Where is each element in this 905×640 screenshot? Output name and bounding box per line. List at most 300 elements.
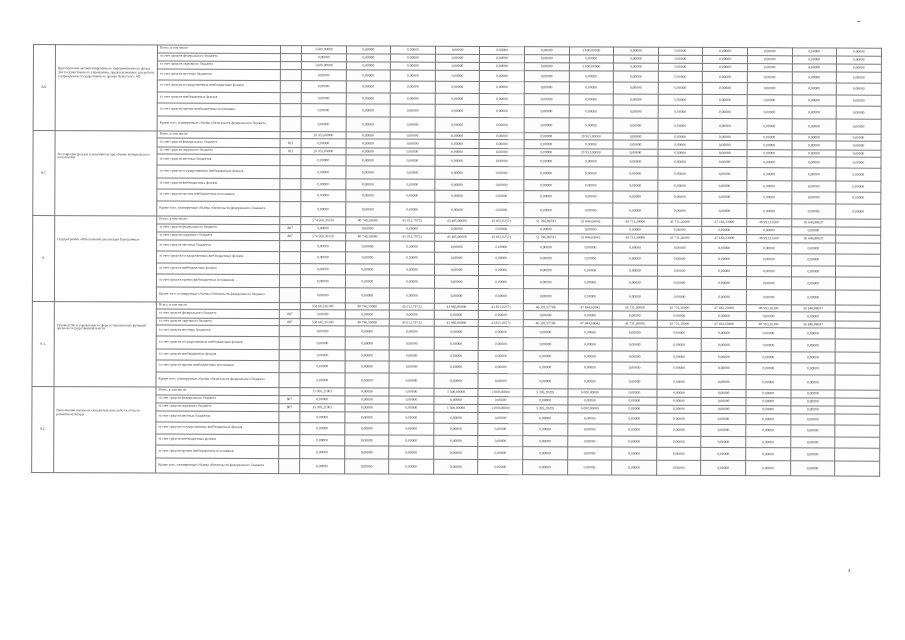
amount-cell: 0,00000 [478,446,523,459]
amount-cell: 0,00000 [524,63,569,71]
amount-cell: 0,00000 [702,226,747,235]
amount-cell: 0,00000 [613,180,658,191]
funding-source-label: за счет средств прочих внебюджетных источников [156,274,279,287]
budget-code [279,446,300,459]
amount-cell: 0,00000 [524,47,569,55]
amount-cell: 0,00000 [747,48,792,56]
amount-cell [836,266,881,277]
amount-cell: 0,00000 [792,71,837,82]
amount-cell: 0,00000 [390,81,435,94]
amount-cell: 0,00000 [658,180,703,191]
amount-cell: 0,00000 [613,118,658,133]
amount-cell: 558 663,16300 [300,318,345,326]
funding-source-label: за счет средств прочих внебюджетных источников [156,445,279,458]
amount-cell: 0,00000 [524,241,569,252]
amount-cell: 0,00000 [435,155,480,166]
amount-cell: 0,00000 [568,167,613,180]
amount-cell: 0,00000 [435,202,480,217]
amount-cell: 0,00000 [435,190,480,203]
amount-cell: 0,00000 [523,350,568,361]
funding-source-label: за счет средств окружного бюджета [156,403,279,411]
amount-cell: 0,00000 [390,275,435,288]
item-name: Реставрация фондов и документов при объеме материального наполнения [55,130,157,216]
amount-cell: 0,00000 [612,436,657,447]
amount-cell: 0,00000 [434,350,479,361]
amount-cell: 0,00000 [523,423,568,436]
amount-cell: 0,00000 [568,276,613,289]
budget-code [279,349,300,360]
amount-cell: 0,00000 [390,190,435,203]
amount-cell: 0,00000 [568,374,613,389]
amount-cell: 0,00000 [523,459,568,474]
amount-cell: 0,00000 [613,276,658,289]
amount-cell: 43 485,00000 [434,217,479,225]
amount-cell: 0,00000 [390,155,435,166]
amount-cell: 0,00000 [701,460,746,475]
amount-cell: 0,00000 [479,264,524,275]
funding-source-label: Кроме того, планируемые объемы обязательств федерального бюджета [157,201,280,217]
amount-cell: 0,00000 [657,327,702,338]
amount-cell: 0,00000 [569,54,614,63]
amount-cell: 0,00000 [658,167,703,180]
budget-code: 812 [280,139,301,148]
amount-cell: 0,00000 [435,148,480,156]
amount-cell: 0,00000 [524,190,569,203]
amount-cell: 0,00000 [567,459,612,474]
amount-cell: 5 395,20203 [523,389,568,397]
amount-cell: 51 786,09793 [524,234,569,242]
amount-cell: 0,00000 [345,287,390,302]
amount-cell: 0,00000 [568,350,613,361]
budget-code [280,189,301,202]
amount-cell: 0,00000 [435,46,480,54]
amount-cell: 41 985,00000 [434,319,479,327]
amount-cell: 45 012,79732 [390,217,435,225]
amount-cell: 0,00000 [747,191,792,204]
funding-source-label: за счет средств федерального бюджета [156,395,279,404]
amount-cell: 0,00000 [434,326,479,337]
amount-cell: 0,00000 [389,404,434,412]
amount-cell: 0,00000 [792,106,837,119]
corner-mark: - [857,16,861,27]
amount-cell: 20 953,00000 [301,147,346,155]
amount-cell: 0,00000 [703,105,748,118]
amount-cell: 3 600,00000 [301,62,346,70]
amount-cell: 0,00000 [613,242,658,253]
amount-cell [835,321,880,329]
amount-cell: 0,00000 [792,64,837,72]
item-number: 8.6. [33,45,55,131]
amount-cell: 0,00000 [479,132,524,140]
amount-cell: 3 600,00000 [569,47,614,55]
amount-cell: 0,00000 [435,54,480,63]
amount-cell: 0,00000 [612,374,657,389]
amount-cell: 43 851,02571 [479,319,524,327]
amount-cell: 2 000,00000 [478,404,523,412]
amount-cell: 0,00000 [746,277,791,290]
amount-cell: 0,00000 [524,54,569,63]
amount-cell: 0,00000 [346,139,391,148]
amount-cell: 2 000,00000 [478,388,523,396]
amount-cell: 0,00000 [344,435,389,446]
budget-code [280,240,301,251]
amount-cell: 0,00000 [390,225,435,234]
amount-cell: 0,00000 [568,241,613,252]
amount-cell: 574 568,36350 [301,217,346,225]
amount-cell: 0,00000 [791,204,836,219]
funding-source-label: Кроме того, планируемые объемы обязательств федерального бюджета [156,287,279,303]
amount-cell [835,363,880,376]
amount-cell: 0,00000 [300,287,345,302]
amount-cell: 0,00000 [791,277,836,290]
budget-code [280,166,301,179]
amount-cell: 0,00000 [344,458,389,473]
amount-cell: 0,00000 [346,131,391,139]
amount-cell: 0,00000 [524,117,569,132]
budget-code [279,275,300,288]
amount-cell: 45 851,02571 [479,233,524,241]
amount-cell: 0,00000 [345,310,390,319]
amount-cell [835,375,880,390]
funding-source-label: за счет средств окружного бюджета [156,318,279,326]
amount-cell: 0,00000 [836,157,881,168]
amount-cell: 0,00000 [613,265,658,276]
amount-cell: 47 844,69042 [568,319,613,327]
amount-cell: 0,00000 [480,62,525,70]
amount-cell: 0,00000 [435,117,480,132]
amount-cell: 0,00000 [836,119,881,134]
amount-cell: 48 993,16300 [747,235,792,243]
amount-cell: 0,00000 [479,310,524,319]
amount-cell: 0,00000 [791,157,836,168]
amount-cell: 0,00000 [524,167,569,180]
budget-code: 807 [280,224,301,233]
budget-code: 807 [280,233,301,241]
amount-cell: 40 740,59080 [345,233,390,241]
funding-source-label: Всего, в том числе: [157,216,280,224]
funding-source-label: за счет средств местных бюджетов [156,411,279,423]
amount-cell [835,305,880,313]
amount-cell: 0,00000 [346,104,391,117]
amount-cell: 0,00000 [746,413,791,424]
amount-cell: 0,00000 [300,360,345,373]
amount-cell: 3 600,00000 [301,46,346,54]
funding-source-label: за счет средств окружного бюджета [157,61,280,69]
amount-cell: 0,00000 [300,373,345,388]
amount-cell: 0,00000 [346,53,391,62]
amount-cell: 0,00000 [790,460,835,475]
amount-cell: 0,00000 [791,375,836,390]
budget-code [279,302,300,310]
amount-cell: 0,00000 [345,275,390,288]
amount-cell: 0,00000 [479,326,524,337]
amount-cell: 0,00000 [612,389,657,397]
funding-source-label: за счет средств внебюджетных фондов [157,92,280,104]
amount-cell: 53 844,69042 [568,234,613,242]
amount-cell: 0,00000 [300,446,345,459]
amount-cell: 0,00000 [792,82,837,95]
amount-cell: 0,00000 [702,338,747,351]
amount-cell: 0,00000 [791,289,836,304]
amount-cell: 0,00000 [792,48,837,56]
amount-cell: 0,00000 [435,132,480,140]
funding-source-label: Кроме того, планируемые объемы обязательств федерального бюджета [157,116,280,132]
amount-cell: 0,00000 [523,447,568,460]
amount-cell: 45 731,20000 [657,304,702,312]
amount-cell: 45 851,02571 [479,217,524,225]
amount-cell: 0,00000 [434,435,479,446]
amount-cell: 0,00000 [746,362,791,375]
amount-cell: 20 953,00000 [301,131,346,139]
amount-cell: 0,00000 [703,94,748,105]
budget-code: 807 [279,318,300,326]
amount-cell: 0,00000 [612,447,657,460]
budget-code: 807 [279,310,300,319]
amount-cell: 0,00000 [300,411,345,422]
amount-cell: 0,00000 [657,289,702,304]
funding-source-label: Всего, в том числе: [157,45,280,53]
amount-cell: 0,00000 [746,253,791,266]
amount-cell: 49 731,20000 [613,234,658,242]
amount-cell: 0,00000 [301,155,346,166]
amount-cell: 0,00000 [836,150,881,158]
amount-cell: 0,00000 [346,46,391,54]
amount-cell: 0,00000 [746,424,791,437]
amount-cell: 0,00000 [524,81,569,94]
amount-cell: 0,00000 [791,242,836,253]
amount-cell [835,290,880,305]
amount-cell: 0,00000 [524,132,569,140]
amount-cell: 0,00000 [657,242,702,253]
amount-cell: 0,00000 [389,310,434,319]
amount-cell: 0,00000 [836,95,881,106]
amount-cell: 15 905,21003 [300,388,345,396]
amount-cell: 56 646,88637 [791,304,836,312]
amount-cell: 0,00000 [434,310,479,319]
amount-cell: 0,00000 [836,192,881,205]
budget-table [31,44,882,476]
amount-cell: 0,00000 [747,118,792,133]
amount-cell: 0,00000 [836,72,881,83]
amount-cell: 0,00000 [701,436,746,447]
amount-cell: 0,00000 [567,447,612,460]
amount-cell: 0,00000 [792,118,837,133]
amount-cell: 0,00000 [345,373,390,388]
amount-cell: 0,00000 [389,435,434,446]
amount-cell: 3 600,00000 [569,63,614,71]
amount-cell: 0,00000 [523,288,568,303]
funding-source-label: Всего, в том числе: [157,131,280,139]
funding-source-label: за счет средств государственных внебюджетных фондов [157,165,280,178]
amount-cell: 0,00000 [658,133,703,141]
amount-cell: 0,00000 [836,106,881,119]
amount-cell: 0,00000 [524,105,569,118]
amount-cell: 0,00000 [701,351,746,362]
amount-cell: 20 953,00000 [569,132,614,140]
amount-cell: 0,00000 [702,167,747,180]
amount-cell: 0,00000 [791,180,836,191]
funding-source-label: за счет средств внебюджетных фондов [157,178,280,190]
amount-cell: 0,00000 [345,240,390,251]
amount-cell: 0,00000 [523,327,568,338]
funding-source-label: за счет средств федерального бюджета [156,309,279,318]
amount-cell: 0,00000 [658,82,703,95]
amount-cell: 0,00000 [657,389,702,397]
amount-cell: 0,00000 [389,446,434,459]
amount-cell: 0,00000 [702,311,747,320]
amount-cell: 0,00000 [300,395,345,404]
amount-cell: 0,00000 [701,424,746,437]
amount-cell: 0,00000 [390,252,435,265]
budget-code [279,373,300,388]
amount-cell: 0,00000 [301,178,346,189]
amount-cell: 0,00000 [389,373,434,388]
amount-cell: 0,00000 [523,436,568,447]
amount-cell [835,461,880,476]
amount-cell: 0,00000 [746,406,791,414]
amount-cell: 0,00000 [837,56,882,65]
amount-cell [835,312,880,321]
amount-cell: 56 646,88637 [791,235,836,243]
amount-cell: 0,00000 [569,81,614,94]
amount-cell: 0,00000 [479,179,524,190]
budget-code [280,217,301,225]
amount-cell: 0,00000 [790,390,835,398]
amount-cell: 0,00000 [435,139,480,148]
amount-cell: 0,00000 [479,117,524,132]
amount-cell: 0,00000 [301,93,346,104]
amount-cell: 0,00000 [524,140,569,149]
amount-cell: 0,00000 [658,94,703,105]
amount-cell: 0,00000 [345,224,390,233]
amount-cell: 6 000,00000 [567,405,612,413]
amount-cell: 0,00000 [435,81,480,94]
amount-cell: 0,00000 [790,448,835,461]
amount-cell: 0,00000 [613,105,658,118]
amount-cell: 0,00000 [389,459,434,474]
amount-cell: 0,00000 [613,133,658,141]
amount-cell: 0,00000 [569,94,614,105]
amount-cell: 0,00000 [613,71,658,82]
amount-cell: 0,00000 [301,104,346,117]
amount-cell: 0,00000 [747,95,792,106]
amount-cell: 0,00000 [658,156,703,167]
amount-cell: 0,00000 [612,362,657,375]
amount-cell: 0,00000 [658,191,703,204]
amount-cell: 0,00000 [701,413,746,424]
amount-cell: 0,00000 [344,404,389,412]
amount-cell: 0,00000 [479,225,524,234]
amount-cell [836,254,881,267]
amount-cell: 0,00000 [524,179,569,190]
amount-cell [835,425,880,438]
amount-cell: 0,00000 [523,412,568,423]
amount-cell [836,219,881,227]
amount-cell: 0,00000 [434,225,479,234]
amount-cell: 5 395,20203 [523,405,568,413]
page-number: 4 [848,569,851,574]
amount-cell: 0,00000 [612,413,657,424]
amount-cell: 0,00000 [658,105,703,118]
amount-cell: 0,00000 [747,55,792,64]
amount-cell: 46 391,97786 [523,319,568,327]
amount-cell: 0,00000 [301,251,346,264]
amount-cell: 0,00000 [390,104,435,117]
amount-cell: 0,00000 [792,149,837,157]
amount-cell: 0,00000 [836,134,881,142]
amount-cell: 0,00000 [702,118,747,133]
amount-cell: 0,00000 [345,251,390,264]
amount-cell: 0,00000 [746,390,791,398]
amount-cell: 43 851,02571 [479,303,524,311]
amount-cell [836,277,881,290]
amount-cell: 0,00000 [480,81,525,94]
budget-code [279,326,300,337]
amount-cell: 0,00000 [790,397,835,406]
amount-cell: 0,00000 [656,460,701,475]
amount-cell: 1 500,00000 [434,388,479,396]
amount-cell: 0,00000 [479,241,524,252]
budget-code [279,422,300,435]
amount-cell: 0,00000 [702,203,747,218]
amount-cell: 0,00000 [480,46,525,54]
amount-cell: 0,00000 [747,64,792,72]
amount-cell: 0,00000 [346,166,391,179]
amount-cell: 0,00000 [345,395,390,404]
amount-cell: 0,00000 [435,179,480,190]
amount-cell [835,352,880,363]
amount-cell: 0,00000 [790,406,835,414]
amount-cell: 0,00000 [389,337,434,350]
amount-cell: 0,00000 [657,413,702,424]
amount-cell: 0,00000 [657,253,702,266]
funding-source-label: за счет средств государственных внебюджетных фондов [156,336,279,349]
amount-cell: 0,00000 [613,203,658,218]
amount-cell: 0,00000 [791,253,836,266]
budget-code [279,337,300,350]
item-number: 8.7. [33,130,55,216]
amount-cell: 0,00000 [612,424,657,437]
amount-cell: 0,00000 [300,435,345,446]
amount-cell: 0,00000 [389,412,434,423]
amount-cell: 43 485,00000 [434,233,479,241]
budget-code [280,131,301,139]
amount-cell: 0,00000 [345,189,390,202]
amount-cell: 0,00000 [480,70,525,81]
amount-cell: 45 012,79732 [390,233,435,241]
amount-cell: 0,00000 [568,179,613,190]
budget-code [280,202,301,217]
amount-cell: 0,00000 [390,132,435,140]
amount-cell: 0,00000 [301,116,346,131]
amount-cell: 0,00000 [791,362,836,375]
funding-source-label: Кроме того, планируемые объемы обязательств федерального бюджета [156,458,279,474]
amount-cell: 0,00000 [792,141,837,150]
amount-cell: 0,00000 [523,276,568,289]
amount-cell: 0,00000 [391,70,436,81]
amount-cell: 0,00000 [701,397,746,406]
funding-source-label: за счет средств местных бюджетов [157,69,280,81]
amount-cell: 0,00000 [478,412,523,423]
amount-cell: 0,00000 [391,46,436,54]
funding-source-label: за счет средств прочих внебюджетных источников [156,360,279,373]
amount-cell: 0,00000 [390,264,435,275]
amount-cell: 0,00000 [703,63,748,71]
amount-cell: 0,00000 [434,264,479,275]
amount-cell [835,398,880,407]
amount-cell: 0,00000 [568,288,613,303]
amount-cell: 0,00000 [747,204,792,219]
